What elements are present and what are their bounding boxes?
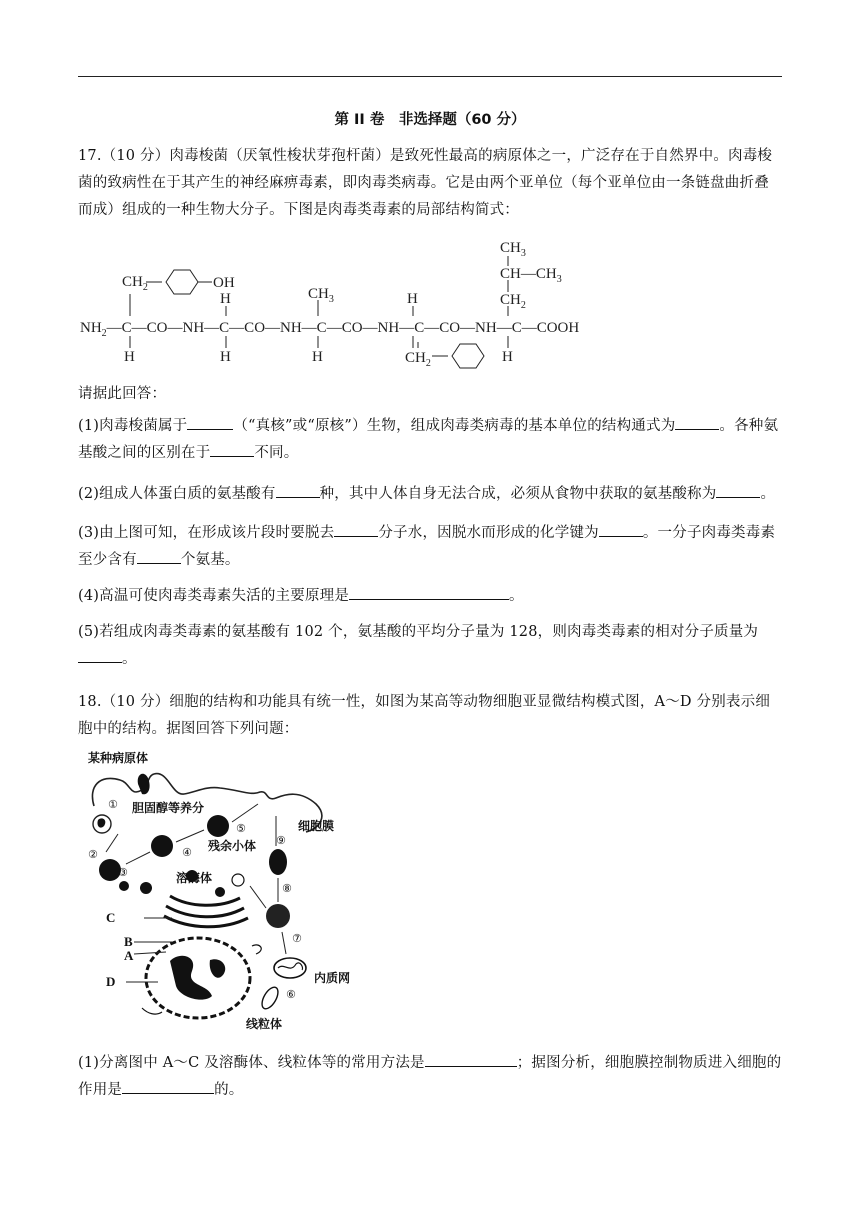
formula-h: H xyxy=(502,349,513,365)
step-number: ⑤ xyxy=(236,822,246,835)
formula-h: H xyxy=(124,349,135,365)
answer-blank[interactable] xyxy=(187,414,233,430)
q17-sub4: (4)高温可使肉毒类毒素失活的主要原理是 。 xyxy=(78,583,783,610)
answer-blank[interactable] xyxy=(276,482,320,498)
formula-ch3: $CH_3$ xyxy=(308,286,334,305)
step-number: ⑦ xyxy=(292,932,302,945)
label-A: A xyxy=(124,948,134,963)
q17-intro: 17.（10 分）肉毒梭菌（厌氧性梭状芽孢杆菌）是致死性最高的病原体之一，广泛存在于自然界中。肉毒梭菌的致病性在于其产生的神经麻痹毒素，即肉毒类病毒。它是由两个亚单位（每个亚单位由一条链盘曲折叠而成）组成的一种生物大分子。下图是肉毒类毒素的局部结构简式： xyxy=(78,148,773,218)
answer-blank[interactable] xyxy=(675,414,719,430)
formula-h: H xyxy=(220,349,231,365)
formula-ch2-tyr: $CH_2$ xyxy=(122,274,148,293)
step-number: ② xyxy=(88,848,98,861)
q18-intro: 18.（10 分）细胞的结构和功能具有统一性，如图为某高等动物细胞亚显微结构模式图，A～D 分别表示细胞中的结构。据图回答下列问题： xyxy=(78,694,771,737)
formula-backbone: $NH_2—C—CO—NH—C—CO—NH—C—CO—NH—C—CO—NH—C—COOH$ xyxy=(80,320,580,339)
step-number: ① xyxy=(108,798,118,811)
step-number: ⑧ xyxy=(282,882,292,895)
answer-blank[interactable] xyxy=(349,584,509,600)
formula-oh: OH xyxy=(213,275,235,291)
answer-blank[interactable] xyxy=(334,521,378,537)
cell-structure-figure xyxy=(80,746,380,1036)
section-title: 第 II 卷 非选择题（60 分） xyxy=(334,112,526,128)
answer-blank[interactable] xyxy=(425,1051,517,1067)
label-mitochondria: 线粒体 xyxy=(246,1017,283,1031)
formula-h: H xyxy=(312,349,323,365)
answer-blank[interactable] xyxy=(716,482,760,498)
formula-h: H xyxy=(220,291,231,307)
step-number: ③ xyxy=(118,866,128,879)
label-C: C xyxy=(106,910,116,925)
step-number: ⑨ xyxy=(276,834,286,847)
formula-ch3-top: $CH_3$ xyxy=(500,240,526,259)
formula-h: H xyxy=(407,291,418,307)
peptide-structure-figure xyxy=(78,236,598,376)
label-er: 内质网 xyxy=(314,971,351,985)
label-membrane: 细胞膜 xyxy=(298,819,335,833)
q17-sub3: (3)由上图可知，在形成该片段时要脱去 分子水，因脱水而形成的化学键为 。一分子肉毒类毒素至少含有 个氨基。 xyxy=(78,520,783,574)
label-cholesterol: 胆固醇等养分 xyxy=(132,801,205,815)
q18-sub1: (1)分离图中 A～C 及溶酶体、线粒体等的常用方法是 ；据图分析，细胞膜控制物质进入细胞的作用是 的。 xyxy=(78,1050,783,1104)
label-residual-body: 残余小体 xyxy=(208,839,257,853)
label-pathogen: 某种病原体 xyxy=(88,751,149,765)
label-B: B xyxy=(124,934,133,949)
answer-blank[interactable] xyxy=(137,548,181,564)
label-D: D xyxy=(106,974,116,989)
formula-ch2-phe: $CH_2$ xyxy=(405,350,431,369)
q17-sub5: (5)若组成肉毒类毒素的氨基酸有 102 个，氨基酸的平均分子量为 128，则肉毒类毒素的相对分子质量为 。 xyxy=(78,624,759,667)
top-rule xyxy=(78,76,782,77)
formula-ch-iso: $CH—CH_3$ xyxy=(500,266,562,285)
formula-ch2-leu: $CH_2$ xyxy=(500,292,526,311)
q17-sub2: (2)组成人体蛋白质的氨基酸有 种，其中人体自身无法合成，必须从食物中获取的氨基酸称为 。 xyxy=(78,481,783,508)
step-number: ④ xyxy=(182,846,192,859)
answer-blank[interactable] xyxy=(210,441,254,457)
q17-sub1: (1)肉毒梭菌属于 （“真核”或“原核”）生物，组成肉毒类病毒的基本单位的结构通式为 。各种氨基酸之间的区别在于 不同。 xyxy=(78,413,783,467)
label-lysosome: 溶酶体 xyxy=(176,871,213,885)
step-number: ⑥ xyxy=(286,988,296,1001)
answer-blank[interactable] xyxy=(122,1078,214,1094)
answer-blank[interactable] xyxy=(599,521,643,537)
answer-blank[interactable] xyxy=(78,647,122,663)
answer-prompt: 请据此回答： xyxy=(78,386,167,402)
